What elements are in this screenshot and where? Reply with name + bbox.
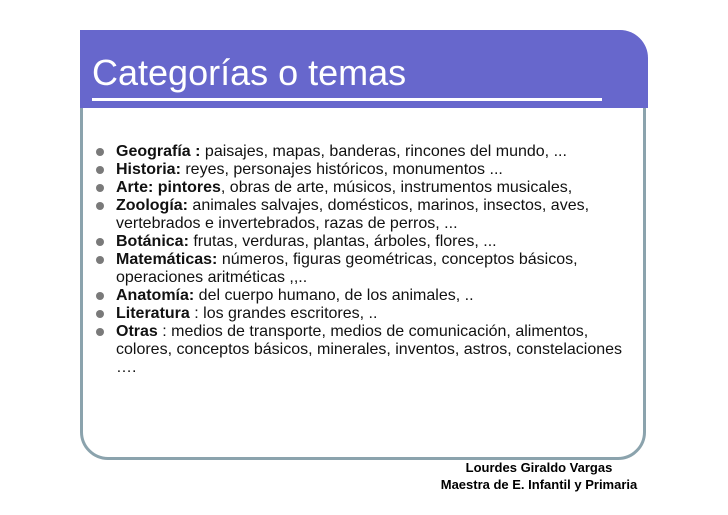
item-term: Botánica: — [116, 233, 189, 250]
list-item-matematicas — [95, 251, 640, 287]
item-text: reyes, personajes históricos, monumentos ... — [180, 161, 503, 178]
item-text: frutas, verduras, plantas, árboles, flores, ... — [188, 233, 497, 250]
item-text: : los grandes escritores, .. — [189, 305, 378, 322]
item-text: del cuerpo humano, de los animales, .. — [194, 287, 474, 304]
author-name: Lourdes Giraldo Vargas — [465, 460, 613, 475]
list-item-anatomia — [95, 287, 640, 305]
list-item-zoologia — [95, 197, 640, 233]
list-item-geografia — [95, 143, 640, 161]
author-footer — [426, 459, 652, 493]
bullet-icon — [96, 238, 104, 246]
item-term: Arte: pintores — [116, 179, 221, 196]
bullet-icon — [96, 256, 104, 264]
bullet-icon — [96, 184, 104, 192]
bullet-icon — [96, 202, 104, 210]
item-text: : medios de transporte, medios de comunicación, alimentos, colores, conceptos básicos, minerales, inventos, astros, constelaciones …. — [116, 323, 623, 376]
item-text: números, figuras geométricas, conceptos básicos, operaciones aritméticas ,,.. — [116, 251, 578, 286]
bullet-icon — [96, 328, 104, 336]
item-text: animales salvajes, domésticos, marinos, insectos, aves, vertebrados e invertebrados, razas de perros, ... — [116, 197, 590, 232]
list-item-botanica — [95, 233, 640, 251]
author-role: Maestra de E. Infantil y Primaria — [440, 477, 638, 492]
bullet-icon — [96, 166, 104, 174]
slide-title: Categorías o temas — [92, 52, 407, 93]
category-list — [95, 143, 640, 377]
item-text: paisajes, mapas, banderas, rincones del mundo, ... — [200, 143, 567, 160]
list-item-arte — [95, 179, 640, 197]
title-underline — [92, 98, 602, 101]
item-text: , obras de arte, músicos, instrumentos musicales, — [220, 179, 573, 196]
bullet-icon — [96, 310, 104, 318]
bullet-icon — [96, 292, 104, 300]
item-term: Matemáticas: — [116, 251, 218, 268]
item-term: Geografía : — [116, 143, 201, 160]
item-term: Otras — [116, 323, 158, 340]
item-term: Literatura — [116, 305, 190, 322]
item-term: Zoología: — [116, 197, 188, 214]
item-term: Anatomía: — [116, 287, 195, 304]
list-item-literatura — [95, 305, 640, 323]
list-item-otras — [95, 323, 640, 377]
item-term: Historia: — [116, 161, 181, 178]
list-item-historia — [95, 161, 640, 179]
bullet-icon — [96, 148, 104, 156]
